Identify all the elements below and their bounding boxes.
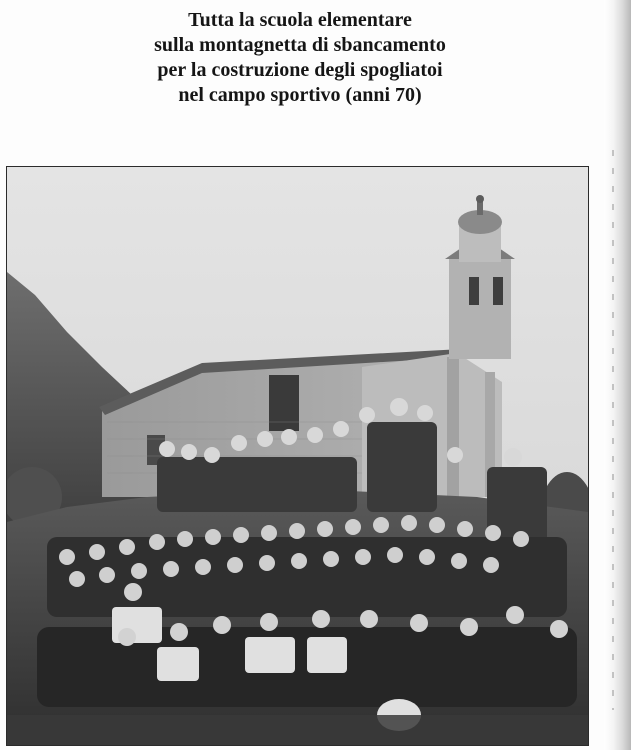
caption-line-4: nel campo sportivo (anni 70) (178, 84, 422, 106)
book-binding-edge (604, 0, 631, 750)
caption-line-3: per la costruzione degli spogliatoi (157, 59, 443, 81)
grass (7, 715, 588, 745)
caption-line-2: sulla montagnetta di sbancamento (154, 34, 446, 56)
school-group-photo (6, 166, 589, 746)
caption-line-1: Tutta la scuola elementare (188, 9, 412, 31)
photo-caption (60, 8, 540, 108)
binding-shadow (612, 150, 614, 710)
